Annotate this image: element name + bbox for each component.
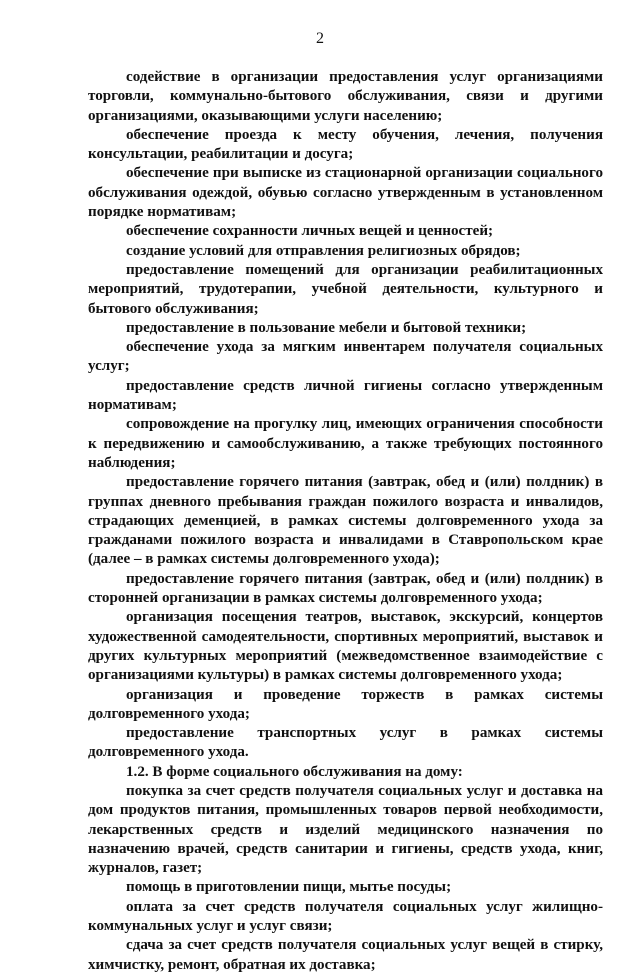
paragraph: предоставление горячего питания (завтрак, обед и (или) полдник) в группах дневного пребывания граждан пожилого возраста и инвалидов, страдающих деменцией, в рамках системы долговременного ухода за гражданами пожилого возраста и инвалидами в Ставропольском крае (далее – в рамках системы долговременного ухода); bbox=[88, 474, 603, 568]
paragraph: организация и проведение торжеств в рамках системы долговременного ухода; bbox=[88, 686, 603, 722]
paragraph: предоставление помещений для организации реабилитационных мероприятий, трудотерапии, учебной деятельности, культурного и бытового обслуживания; bbox=[88, 261, 603, 317]
paragraph: обеспечение сохранности личных вещей и ценностей; bbox=[126, 223, 494, 240]
section-heading: 1.2. В форме социального обслуживания на дому: bbox=[126, 763, 463, 780]
document-body bbox=[88, 68, 603, 975]
paragraph: обеспечение проезда к месту обучения, лечения, получения консультации, реабилитации и досуга; bbox=[88, 126, 603, 163]
paragraph: покупка за счет средств получателя социальных услуг и доставка на дом продуктов питания, промышленных товаров первой необходимости, лекарственных средств и изделий медицинского назначения по назначению врачей, средств санитарии и гигиены, средств ухода, книг, журналов, газет; bbox=[88, 782, 603, 877]
paragraph: предоставление транспортных услуг в рамках системы долговременного ухода. bbox=[88, 725, 603, 761]
page-number: 2 bbox=[316, 30, 324, 47]
paragraph: организация посещения театров, выставок, экскурсий, концертов художественной самодеятельности, спортивных мероприятий, выставок и других культурных мероприятий (межведомственное взаимодействие с организациями культуры) в рамках системы долговременного ухода; bbox=[88, 609, 603, 684]
paragraph: обеспечение ухода за мягким инвентарем получателя социальных услуг; bbox=[88, 339, 603, 375]
paragraph: обеспечение при выписке из стационарной организации социального обслуживания одеждой, обувью согласно утвержденным в установленном порядке нормативам; bbox=[88, 165, 603, 221]
paragraph: сопровождение на прогулку лиц, имеющих ограничения способности к передвижению и самообслуживанию, а также требующих постоянного наблюдения; bbox=[88, 416, 603, 471]
paragraph: предоставление горячего питания (завтрак, обед и (или) полдник) в сторонней организации в рамках системы долговременного ухода; bbox=[88, 570, 603, 607]
paragraph: предоставление в пользование мебели и бытовой техники; bbox=[126, 319, 527, 336]
paragraph: предоставление средств личной гигиены согласно утвержденным нормативам; bbox=[88, 377, 603, 414]
paragraph: содействие в организации предоставления услуг организациями торговли, коммунально-бытового обслуживания, связи и другими организациями, оказывающими услуги населению; bbox=[88, 69, 603, 124]
paragraph: создание условий для отправления религиозных обрядов; bbox=[126, 242, 521, 259]
paragraph: помощь в приготовлении пищи, мытье посуды; bbox=[126, 879, 452, 896]
paragraph: оплата за счет средств получателя социальных услуг жилищно-коммунальных услуг и услуг связи; bbox=[88, 898, 603, 935]
paragraph: сдача за счет средств получателя социальных услуг вещей в стирку, химчистку, ремонт, обратная их доставка; bbox=[88, 937, 603, 973]
